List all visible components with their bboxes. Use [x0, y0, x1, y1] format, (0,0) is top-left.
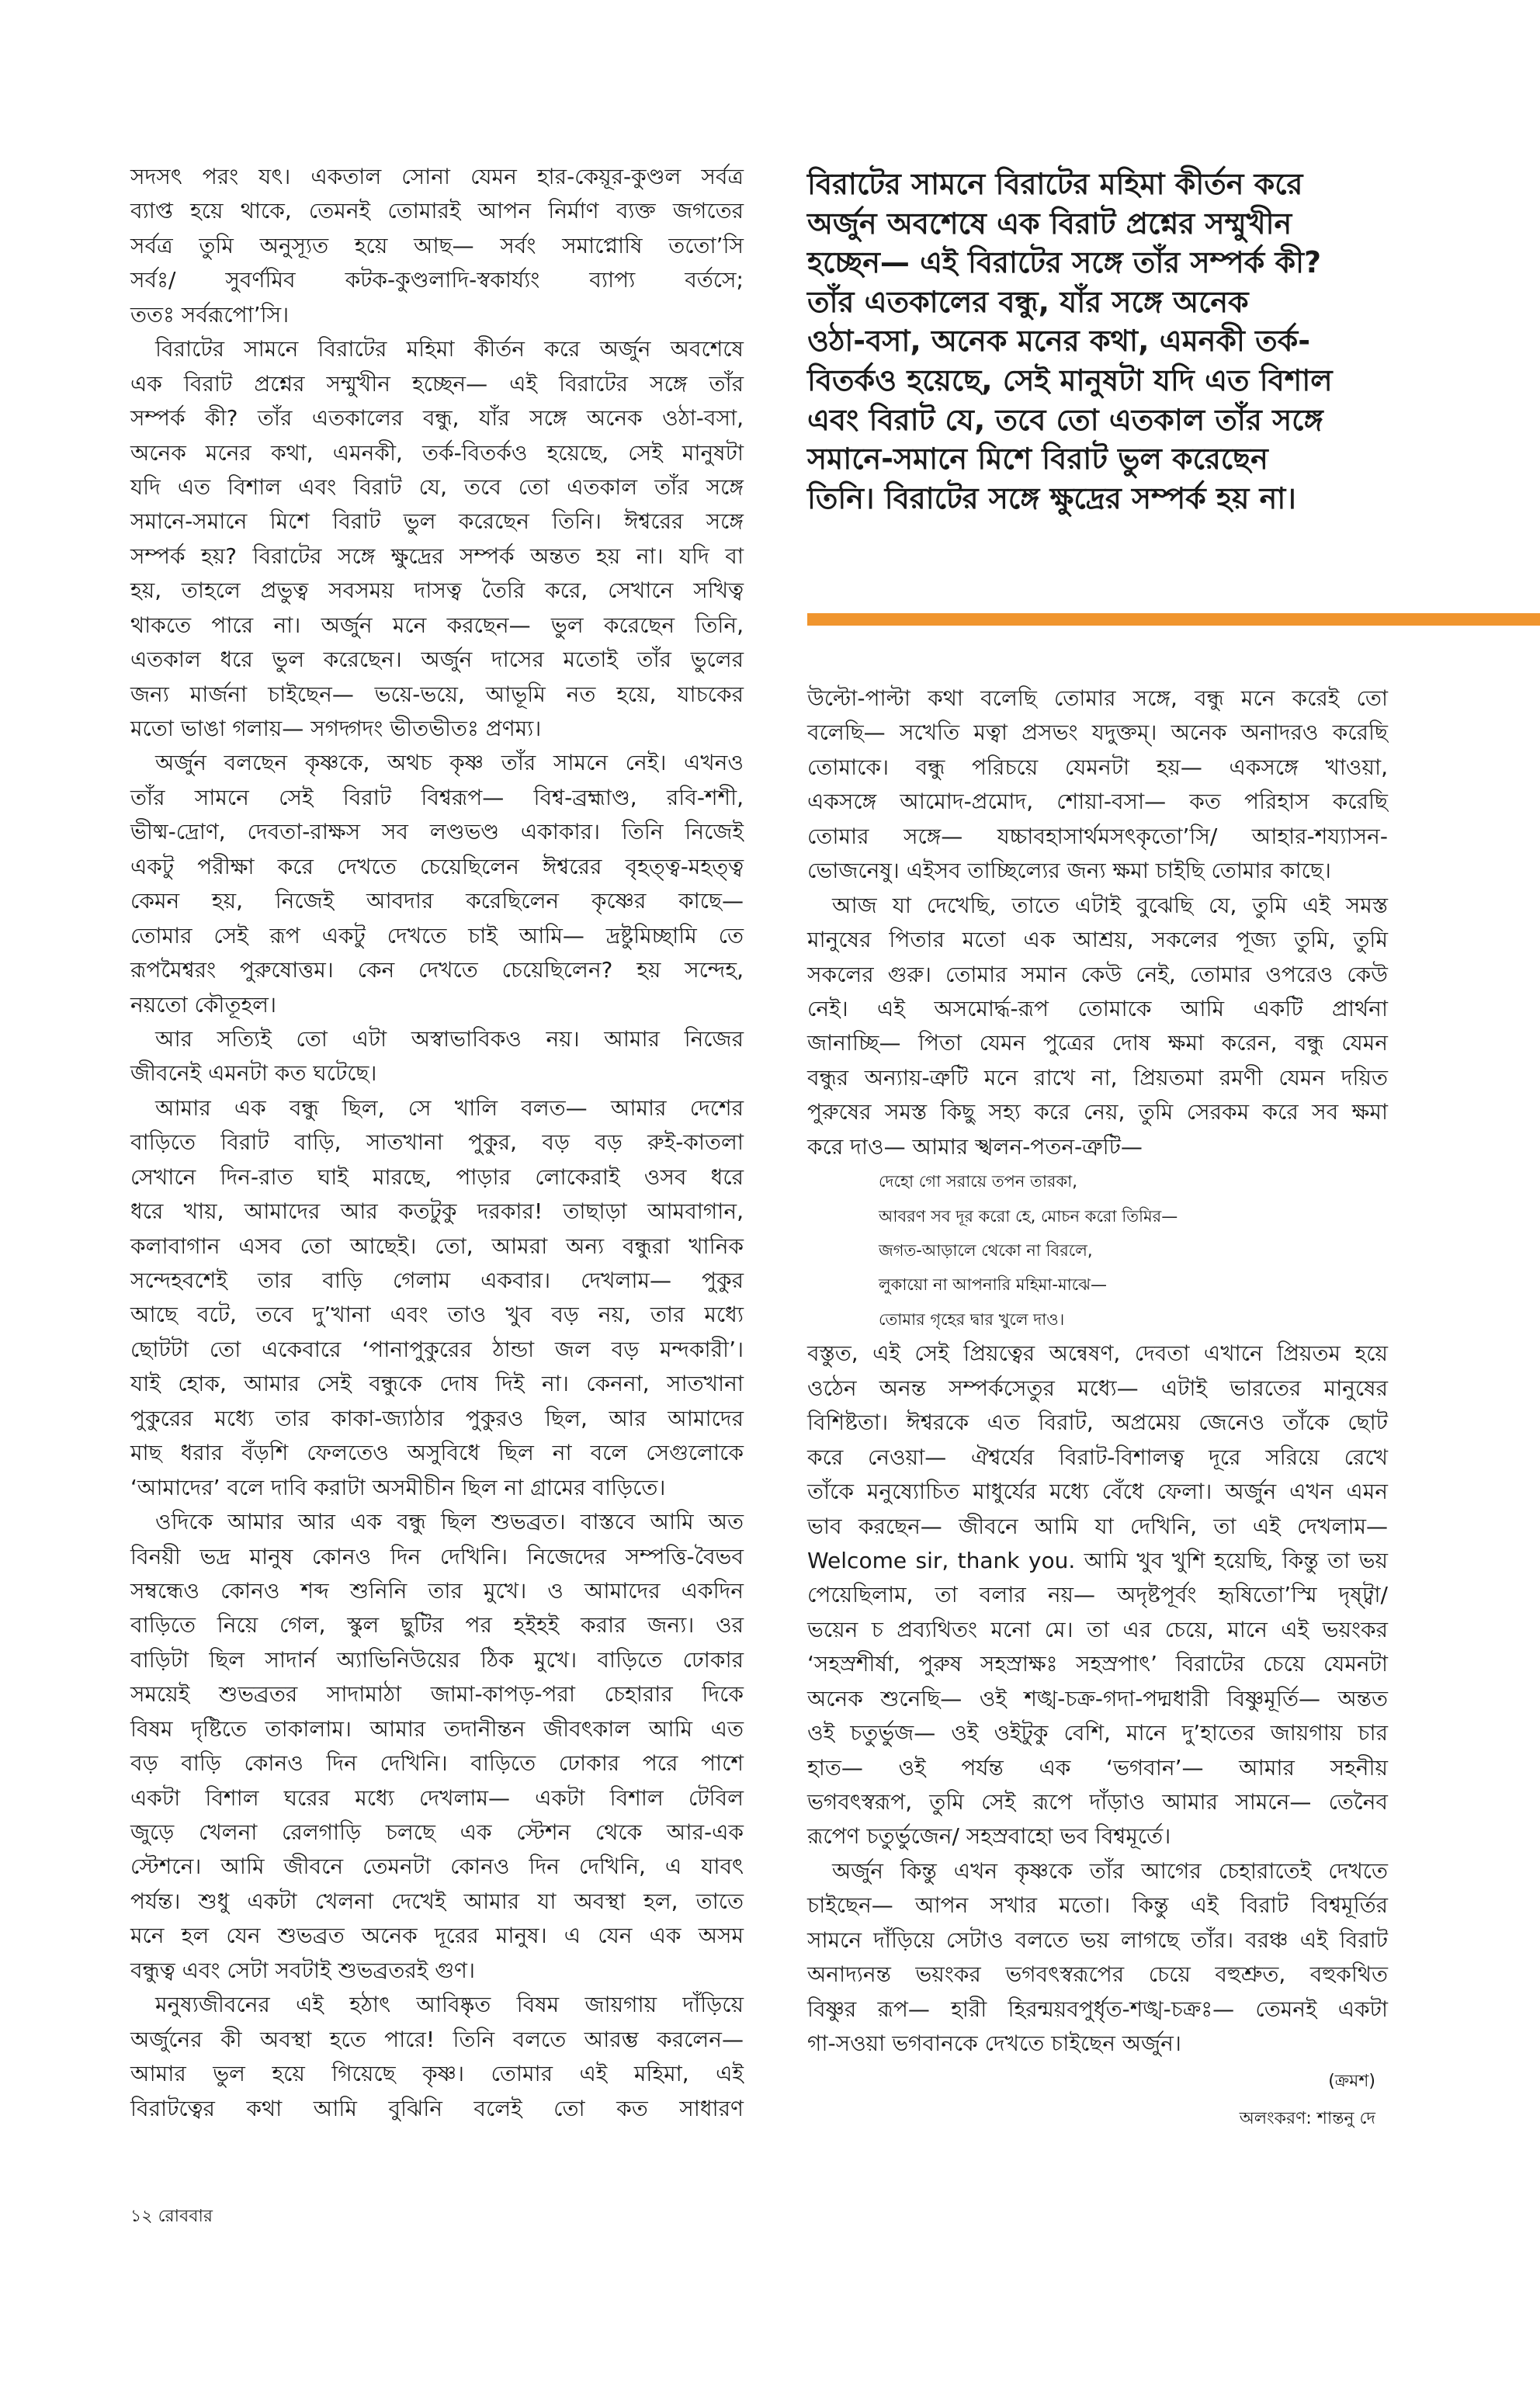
- text-line: আমার এক বন্ধু ছিল, সে খালি বলত— আমার দেশের: [155, 1094, 744, 1121]
- pull-quote-line: বিরাটের সামনে বিরাটের মহিমা কীর্তন করে: [807, 167, 1303, 201]
- text-line: মাছ ধরার বঁড়শি ফেলতেও অসুবিধে ছিল না বলে সেগুলোকে: [130, 1440, 744, 1466]
- text-line: বাড়িতে বিরাট বাড়ি, সাতখানা পুকুর, বড় বড় রুই-কাতলা: [130, 1129, 744, 1156]
- text-line: বাড়িতে নিয়ে গেল, স্কুল ছুটির পর হইহই করার জন্য। ওর: [130, 1612, 744, 1639]
- text-line: পর্যন্ত। শুধু একটা খেলনা দেখেই আমার যা অবস্থা হল, তাতে: [130, 1888, 744, 1914]
- text-line: ‘আমাদের’ বলে দাবি করাটা অসমীচীন ছিল না গ্রামের বাড়িতে।: [130, 1474, 666, 1500]
- text-line: তাঁকে মনুষ্যোচিত মাধুর্যের মধ্যে বেঁধে ফেলা। অর্জুন এখন এমন: [807, 1479, 1388, 1505]
- text-line: সর্বত্র তুমি অনুস্যূত হয়ে আছ— সর্বং সমাপ্নোষি ততো’সি: [130, 232, 744, 258]
- pull-quote-line: তিনি। বিরাটের সঙ্গে ক্ষুদ্রের সম্পর্ক হয় না।: [807, 480, 1296, 515]
- text-line: ভাব করছেন— জীবনে আমি যা দেখিনি, তা এই দেখলাম—: [807, 1513, 1388, 1539]
- text-line: স্টেশনে। আমি জীবনে তেমনটা কোনও দিন দেখিনি, এ যাবৎ: [130, 1854, 744, 1880]
- text-line: বিরাটত্বের কথা আমি বুঝিনি বলেই তো কত সাধারণ: [130, 2095, 744, 2121]
- text-line: জানাচ্ছি— পিতা যেমন পুত্রের দোষ ক্ষমা করেন, বন্ধু যেমন: [807, 1030, 1388, 1056]
- text-line: বিষম দৃষ্টিতে তাকালাম। আমার তদানীন্তন জীবৎকাল আমি এত: [130, 1715, 744, 1742]
- text-line: বাড়িটা ছিল সাদার্ন অ্যাভিনিউয়ের ঠিক মুখে। বাড়িতে ঢোকার: [130, 1646, 744, 1673]
- text-line: সন্দেহবশেই তার বাড়ি গেলাম একবার। দেখলাম— পুকুর: [130, 1268, 744, 1293]
- text-line: বিষ্ণুর রূপ— হারী হিরন্ময়বপুর্ধৃত-শঙ্খ-চক্রঃ— তেমনই একটা: [807, 1996, 1388, 2022]
- text-line: অর্জুনের কী অবস্থা হতে পারে! তিনি বলতে আরম্ভ করলেন—: [130, 2026, 744, 2052]
- text-line: আছে বটে, তবে দু’খানা এবং তাও খুব বড় নয়, তার মধ্যে: [130, 1302, 744, 1328]
- text-line: বিরাটের সামনে বিরাটের মহিমা কীর্তন করে অর্জুন অবশেষে: [155, 336, 744, 362]
- text-line: ভয়েন চ প্রব্যথিতং মনো মে। তা এর চেয়ে, মানে এই ভয়ংকর: [807, 1616, 1388, 1642]
- text-line: মনুষ্যজীবনের এই হঠাৎ আবিষ্কৃত বিষম জায়গায় দাঁড়িয়ে: [155, 1992, 744, 2018]
- text-line: ধরে খায়, আমাদের আর কতটুকু দরকার! তাছাড়া আমবাগান,: [130, 1198, 744, 1225]
- text-line: সম্বন্ধেও কোনও শব্দ শুনিনি তার মুখে। ও আমাদের একদিন: [130, 1577, 744, 1604]
- text-line: যদি এত বিশাল এবং বিরাট যে, তবে তো এতকাল তাঁর সঙ্গে: [130, 473, 744, 500]
- text-line: হয়, তাহলে প্রভুত্ব সবসময় দাসত্ব তৈরি করে, সেখানে সখিত্ব: [130, 577, 744, 604]
- magazine-name: রোববার: [158, 2207, 213, 2226]
- text-line: বিনয়ী ভদ্র মানুষ কোনও দিন দেখিনি। নিজেদের সম্পত্তি-বৈভব: [130, 1543, 744, 1569]
- text-line: ওঠেন অনন্ত সম্পর্কসেতুর মধ্যে— এটাই ভারতের মানুষের: [807, 1375, 1388, 1401]
- text-line: তোমাকে। বন্ধু পরিচয়ে যেমনটা হয়— একসঙ্গে খাওয়া,: [807, 754, 1388, 780]
- text-line: একটা বিশাল ঘরের মধ্যে দেখলাম— একটা বিশাল টেবিল: [130, 1784, 744, 1811]
- text-line: কেমন হয়, নিজেই আবদার করেছিলেন কৃষ্ণের কাছে—: [130, 888, 744, 914]
- text-line: ওই চতুর্ভুজ— ওই ওইটুকু বেশি, মানে দু’হাতের জায়গায় চার: [807, 1720, 1388, 1746]
- text-line: বস্তুত, এই সেই প্রিয়ত্বের অন্বেষণ, দেবতা এখানে প্রিয়তম হয়ে: [807, 1340, 1388, 1367]
- text-line: থাকতে পারে না। অর্জুন মনে করছেন— ভুল করেছেন তিনি,: [130, 612, 744, 638]
- text-line: ততঃ সর্বরূপো’সি।: [130, 301, 290, 328]
- text-line: হাত— ওই পর্যন্ত এক ‘ভগবান’— আমার সহনীয়: [807, 1754, 1388, 1781]
- text-line: চাইছেন— আপন সখার মতো। কিন্তু এই বিরাট বিশ্বমূর্তির: [807, 1892, 1388, 1919]
- poem-line: তোমার গৃহের দ্বার খুলে দাও।: [879, 1309, 1065, 1329]
- text-line: কলাবাগান এসব তো আছেই। তো, আমরা অন্য বন্ধুরা খানিক: [130, 1233, 744, 1259]
- text-line: ভীষ্ম-দ্রোণ, দেবতা-রাক্ষস সব লণ্ডভণ্ড একাকার। তিনি নিজেই: [130, 819, 744, 845]
- text-line: ভগবৎস্বরূপ, তুমি সেই রূপে দাঁড়াও আমার সামনে— তেনৈব: [807, 1789, 1388, 1815]
- text-line: নেই। এই অসমোর্দ্ধ-রূপ তোমাকে আমি একটি প্রার্থনা: [807, 995, 1388, 1021]
- text-line: অর্জুন কিন্তু এখন কৃষ্ণকে তাঁর আগের চেহারাতেই দেখতে: [832, 1857, 1388, 1884]
- text-line: বন্ধুর অন্যায়-ত্রুটি মনে রাখে না, প্রিয়তমা রমণী যেমন দয়িত: [807, 1064, 1388, 1091]
- pull-quote-line: অর্জুন অবশেষে এক বিরাট প্রশ্নের সম্মুখীন: [807, 206, 1292, 241]
- text-line: অনাদ্যনন্ত ভয়ংকর ভগবৎস্বরূপের চেয়ে বহুশ্রুত, বহুকথিত: [807, 1961, 1388, 1988]
- text-line: উল্টো-পাল্টা কথা বলেছি তোমার সঙ্গে, বন্ধু মনে করেই তো: [807, 685, 1388, 711]
- pull-quote-line: এবং বিরাট যে, তবে তো এতকাল তাঁর সঙ্গে: [807, 402, 1323, 437]
- text-line: Welcome sir, thank you. আমি খুব খুশি হয়েছি, কিন্তু তা ভয়: [807, 1547, 1388, 1573]
- text-line: জীবনেই এমনটা কত ঘটেছে।: [130, 1060, 377, 1087]
- text-line: সেখানে দিন-রাত ঘাই মারছে, পাড়ার লোকেরাই ওসব ধরে: [130, 1164, 744, 1190]
- text-line: বলেছি— সখেতি মত্বা প্রসভং যদুক্তম্। অনেক অনাদরও করেছি: [807, 720, 1388, 746]
- text-line: আমার ভুল হয়ে গিয়েছে কৃষ্ণ। তোমার এই মহিমা, এই: [130, 2061, 744, 2087]
- text-line: জন্য মার্জনা চাইছেন— ভয়ে-ভয়ে, আভূমি নত হয়ে, যাচকের: [130, 681, 744, 707]
- text-line: মনে হল যেন শুভব্রত অনেক দূরের মানুষ। এ যেন এক অসম: [130, 1923, 744, 1949]
- text-line: সমানে-সমানে মিশে বিরাট ভুল করেছেন তিনি। ঈশ্বরের সঙ্গে: [130, 508, 744, 535]
- text-line: করে দাও— আমার স্খলন-পতন-ত্রুটি—: [807, 1133, 1143, 1160]
- text-line: একসঙ্গে আমোদ-প্রমোদ, শোয়া-বসা— কত পরিহাস করেছি: [807, 789, 1388, 815]
- text-line: সদসৎ পরং যৎ। একতাল সোনা যেমন হার-কেয়ূর-কুণ্ডল সর্বত্র: [130, 164, 744, 189]
- text-line: অর্জুন বলছেন কৃষ্ণকে, অথচ কৃষ্ণ তাঁর সামনে নেই। এখনও: [155, 750, 744, 776]
- text-line: অনেক শুনেছি— ওই শঙ্খ-চক্র-গদা-পদ্মধারী বিষ্ণুমূর্তি— অন্তত: [807, 1685, 1388, 1712]
- page-footer: [130, 2203, 213, 2232]
- text-line: যাই হোক, আমার সেই বন্ধুকে দোষ দিই না। কেননা, সাতখানা: [130, 1371, 744, 1397]
- pull-quote: [807, 165, 1397, 518]
- text-line: অনেক মনের কথা, এমনকী, তর্ক-বিতর্কও হয়েছে, সেই মানুষটা: [130, 439, 744, 466]
- text-line: সকলের গুরু। তোমার সমান কেউ নেই, তোমার ওপরেও কেউ: [807, 961, 1388, 987]
- text-line: রূপমৈশ্বরং পুরুষোত্তম। কেন দেখতে চেয়েছিলেন? হয় সন্দেহ,: [130, 957, 744, 983]
- accent-divider: [807, 613, 1540, 626]
- illustration-credit: অলংকরণ: শান্তনু দে: [1239, 2109, 1375, 2128]
- text-line: মানুষের পিতার মতো এক আশ্রয়, সকলের পূজ্য তুমি, তুমি: [807, 927, 1388, 953]
- poem-line: আবরণ সব দূর করো হে, মোচন করো তিমির—: [879, 1206, 1178, 1226]
- text-line: তাঁর সামনে সেই বিরাট বিশ্বরূপ— বিশ্ব-ব্রহ্মাণ্ড, রবি-শশী,: [130, 784, 744, 810]
- text-line: সম্পর্ক হয়? বিরাটের সঙ্গে ক্ষুদ্রের সম্পর্ক অন্তত হয় না। যদি বা: [130, 543, 744, 569]
- pull-quote-line: সমানে-সমানে মিশে বিরাট ভুল করেছেন: [807, 442, 1268, 477]
- text-line: একটু পরীক্ষা করে দেখতে চেয়েছিলেন ঈশ্বরের বৃহত্ত্ব-মহত্ত্ব: [130, 853, 744, 879]
- text-line: ওদিকে আমার আর এক বন্ধু ছিল শুভব্রত। বাস্তবে আমি অত: [155, 1509, 744, 1535]
- text-line: ব্যাপ্ত হয়ে থাকে, তেমনই তোমারই আপন নির্মাণ ব্যক্ত জগতের: [130, 198, 744, 224]
- text-line: ‘সহস্রশীর্ষা, পুরুষ সহস্রাক্ষঃ সহস্রপাৎ’ বিরাটের চেয়ে যেমনটা: [807, 1651, 1388, 1677]
- text-line: করে নেওয়া— ঐশ্বর্যের বিরাট-বিশালত্ব দূরে সরিয়ে রেখে: [807, 1444, 1388, 1470]
- text-line: রূপেণ চতুর্ভুজেন/ সহস্রবাহো ভব বিশ্বমূর্তে।: [807, 1823, 1171, 1850]
- article-column-right: [807, 681, 1388, 2062]
- article-column-left: [130, 160, 744, 2126]
- text-line: গা-সওয়া ভগবানকে দেখতে চাইছেন অর্জুন।: [807, 2031, 1181, 2057]
- text-line: আর সত্যিই তো এটা অস্বাভাবিকও নয়। আমার নিজের: [155, 1025, 744, 1052]
- text-line: ছোটটা তো একেবারে ‘পানাপুকুরের ঠান্ডা জল বড় মন্দকারী’।: [130, 1336, 744, 1362]
- text-line: মতো ভাঙা গলায়— সগদ্গদং ভীতভীতঃ প্রণম্য।: [130, 716, 542, 741]
- page-number: ১২: [130, 2207, 153, 2226]
- pull-quote-line: হচ্ছেন— এই বিরাটের সঙ্গে তাঁর সম্পর্ক কী?: [807, 245, 1321, 280]
- text-line: সম্পর্ক কী? তাঁর এতকালের বন্ধু, যাঁর সঙ্গে অনেক ওঠা-বসা,: [130, 405, 744, 432]
- text-line: তোমার সঙ্গে— যচ্চাবহাসার্থমসৎকৃতো’সি/ আহার-শয্যাসন-: [807, 823, 1388, 849]
- text-line: সময়েই শুভব্রতর সাদামাঠা জামা-কাপড়-পরা চেহারার দিকে: [130, 1681, 744, 1708]
- text-line: জুড়ে খেলনা রেলগাড়ি চলছে এক স্টেশন থেকে আর-এক: [130, 1819, 744, 1845]
- text-line: সামনে দাঁড়িয়ে সেটাও বলতে ভয় লাগছে তাঁর। বরঞ্চ এই বিরাট: [807, 1927, 1388, 1953]
- text-line: বিশিষ্টতা। ঈশ্বরকে এত বিরাট, অপ্রমেয় জেনেও তাঁকে ছোট: [807, 1410, 1388, 1436]
- text-line: বন্ধুত্ব এবং সেটা সবটাই শুভব্রতরই গুণ।: [130, 1957, 476, 1983]
- text-line: ভোজনেষু। এইসব তাচ্ছিল্যের জন্য ক্ষমা চাইছি তোমার কাছে।: [807, 858, 1331, 884]
- to-be-continued: (ক্রমশ): [1328, 2072, 1375, 2091]
- pull-quote-line: ওঠা-বসা, অনেক মনের কথা, এমনকী তর্ক-: [807, 324, 1310, 359]
- text-line: পুকুরের মধ্যে তার কাকা-জ্যাঠার পুকুরও ছিল, আর আমাদের: [130, 1405, 744, 1431]
- poem-line: লুকায়ো না আপনারি মহিমা-মাঝে—: [879, 1275, 1108, 1295]
- text-line: তোমার সেই রূপ একটু দেখতে চাই আমি— দ্রষ্টুমিচ্ছামি তে: [130, 922, 744, 949]
- pull-quote-line: বিতর্কও হয়েছে, সেই মানুষটা যদি এত বিশাল: [807, 362, 1333, 397]
- text-line: নয়তো কৌতূহল।: [130, 991, 277, 1018]
- text-line: এতকাল ধরে ভুল করেছেন। অর্জুন দাসের মতোই তাঁর ভুলের: [130, 647, 744, 673]
- text-line: এক বিরাট প্রশ্নের সম্মুখীন হচ্ছেন— এই বিরাটের সঙ্গে তাঁর: [130, 370, 744, 397]
- text-line: বড় বাড়ি কোনও দিন দেখিনি। বাড়িতে ঢোকার পরে পাশে: [130, 1750, 744, 1777]
- poem-line: জগত-আড়ালে থেকো না বিরলে,: [879, 1241, 1093, 1260]
- text-line: পেয়েছিলাম, তা বলার নয়— অদৃষ্টপূর্বং হৃষিতো’স্মি দৃষ্ট্বা/: [807, 1582, 1388, 1608]
- text-line: পুরুষের সমস্ত কিছু সহ্য করে নেয়, তুমি সেরকম করে সব ক্ষমা: [807, 1099, 1388, 1125]
- poem-line: দেহো গো সরায়ে তপন তারকা,: [879, 1172, 1077, 1191]
- pull-quote-line: তাঁর এতকালের বন্ধু, যাঁর সঙ্গে অনেক: [807, 284, 1249, 319]
- text-line: আজ যা দেখেছি, তাতে এটাই বুঝেছি যে, তুমি এই সমস্ত: [832, 892, 1388, 918]
- text-line: সর্বঃ/ সুবর্ণমিব কটক-কুণ্ডলাদি-স্বকার্য্যং ব্যাপ্য বর্তসে;: [130, 267, 744, 293]
